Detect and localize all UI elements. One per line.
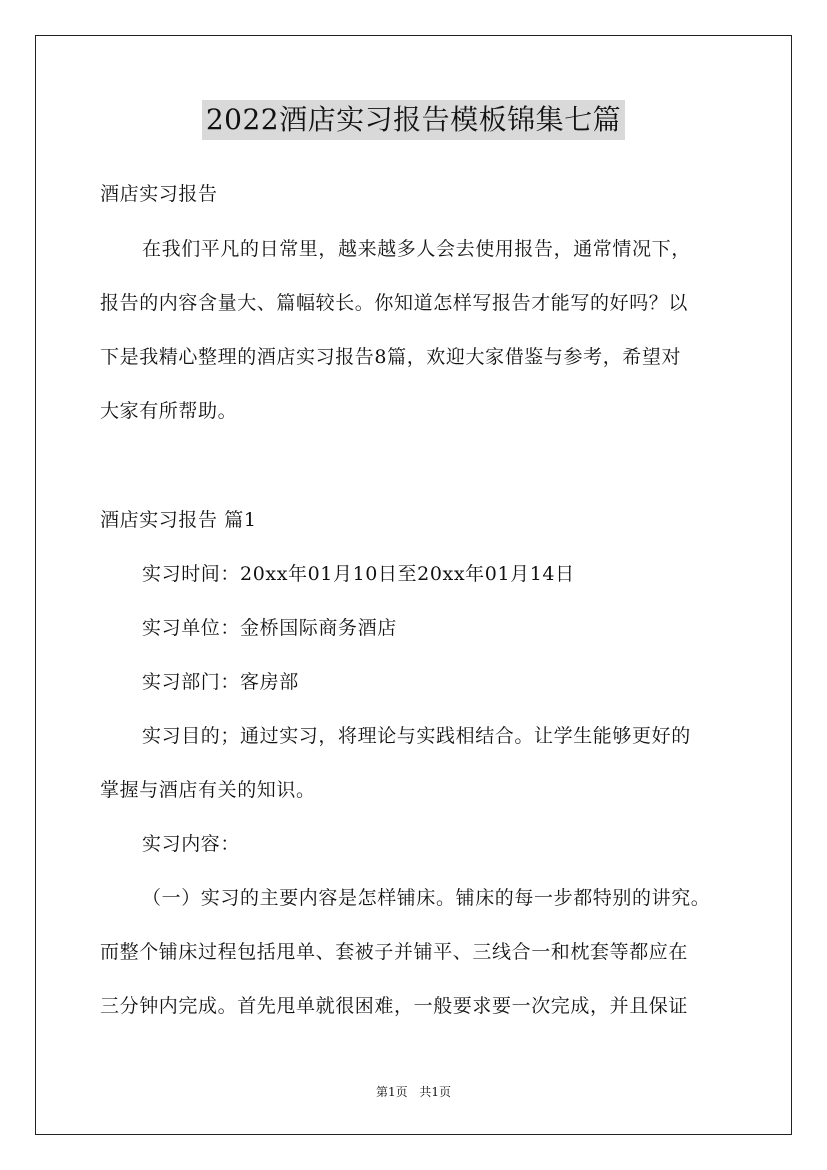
paragraph-line: 下是我精心整理的酒店实习报告8篇，欢迎大家借鉴与参考，希望对 [100, 346, 682, 368]
paragraph-line: 大家有所帮助。 [100, 400, 238, 422]
paragraph-line: 实习时间：20xx年01月10日至20xx年01月14日 [142, 563, 575, 585]
section-heading: 酒店实习报告 [100, 183, 218, 205]
paragraph-line: （一）实习的主要内容是怎样铺床。铺床的每一步都特别的讲究。 [142, 887, 711, 909]
paragraph-line: 报告的内容含量大、篇幅较长。你知道怎样写报告才能写的好吗？以 [100, 292, 689, 314]
section-heading: 酒店实习报告 篇1 [100, 509, 257, 531]
document-title: 2022酒店实习报告模板锦集七篇 [202, 100, 625, 140]
page-total: 共1页 [419, 1085, 452, 1099]
page-number: 第1页 [375, 1085, 408, 1099]
paragraph-line: 实习单位：金桥国际商务酒店 [142, 617, 397, 639]
paragraph-line: 掌握与酒店有关的知识。 [100, 779, 316, 801]
page-footer [0, 1083, 827, 1101]
paragraph-line: 实习内容： [142, 833, 241, 855]
paragraph-line: 在我们平凡的日常里，越来越多人会去使用报告，通常情况下， [142, 238, 691, 260]
paragraph-line: 三分钟内完成。首先甩单就很困难，一般要求要一次完成，并且保证 [100, 995, 689, 1017]
paragraph-line: 实习部门：客房部 [142, 671, 299, 693]
paragraph-line: 实习目的；通过实习，将理论与实践相结合。让学生能够更好的 [142, 725, 691, 747]
title-container [0, 100, 827, 140]
paragraph-line: 而整个铺床过程包括甩单、套被子并铺平、三线合一和枕套等都应在 [100, 941, 689, 963]
